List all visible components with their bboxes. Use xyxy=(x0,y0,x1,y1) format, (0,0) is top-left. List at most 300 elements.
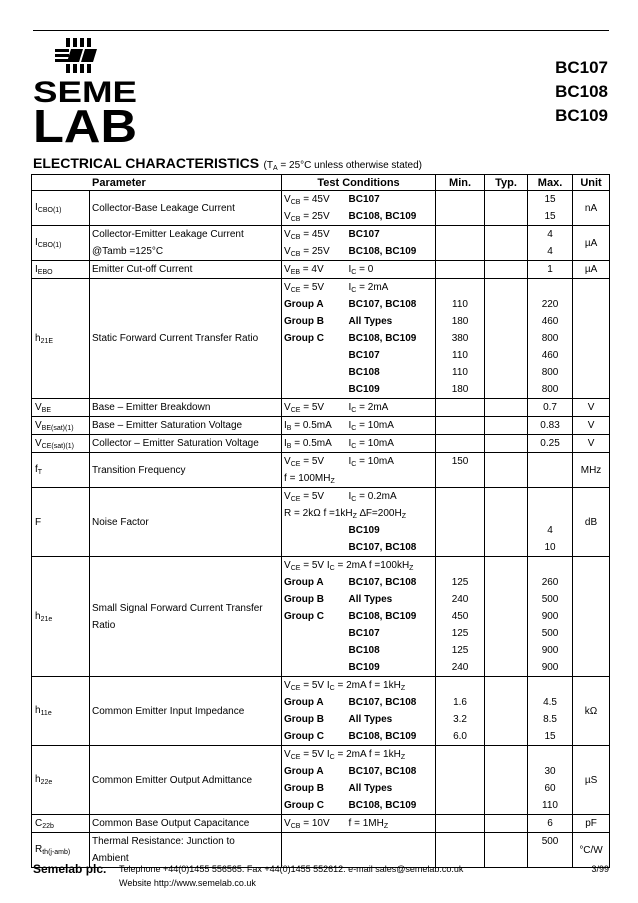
condition-line: $V_{CE} = 5V$ xyxy=(284,402,325,414)
cell-line xyxy=(438,763,482,780)
cell-line xyxy=(487,191,525,208)
cell-line: 8.5 xyxy=(543,714,557,725)
condition-line: BC107 xyxy=(348,229,380,240)
condition-line: $f = 1MH_Z$ xyxy=(348,818,389,830)
cell-line xyxy=(438,505,482,522)
cell-line: 15 xyxy=(544,211,556,222)
condition-line: $V_{CB} = 25V$ xyxy=(284,211,330,223)
symbol-cell: $V_{CE(sat)(1)}$ xyxy=(32,435,90,453)
condition-line: $V_{CE} = 5V$ xyxy=(284,456,325,468)
parameter-cell xyxy=(90,746,282,815)
cell-line xyxy=(487,364,525,381)
condition-line: $I_C = 0$ xyxy=(348,264,374,276)
cell-line: 110 xyxy=(452,367,468,378)
parameter-line: Common Emitter Output Admittance xyxy=(92,774,253,786)
cell-line xyxy=(487,347,525,364)
condition-line xyxy=(284,833,345,850)
condition-line: BC108, BC109 xyxy=(348,611,417,622)
cell-line xyxy=(438,470,482,487)
min-cell xyxy=(436,399,485,417)
header-test-conditions: Test Conditions xyxy=(282,175,436,191)
cell-line: 15 xyxy=(544,194,556,205)
section-heading xyxy=(33,155,422,173)
condition-cell-2 xyxy=(347,191,436,226)
unit-cell: kΩ xyxy=(573,677,610,746)
condition-line: BC107 xyxy=(348,194,380,205)
cell-line xyxy=(487,815,525,832)
max-cell xyxy=(528,399,573,417)
cell-line xyxy=(487,797,525,814)
condition-cell xyxy=(282,435,347,453)
cell-line xyxy=(487,850,525,867)
unit-cell: °C/W xyxy=(573,833,610,868)
cell-line: 6 xyxy=(547,818,553,829)
cell-line: 260 xyxy=(541,577,559,588)
unit-cell: V xyxy=(573,417,610,435)
condition-cell-2 xyxy=(347,488,436,557)
parameter-line: Small Signal Forward Current Transfer xyxy=(92,602,263,614)
part-number: BC108 xyxy=(555,82,608,101)
cell-line: 380 xyxy=(451,333,469,344)
parameter-cell xyxy=(90,261,282,279)
condition-line: Group C xyxy=(284,611,325,622)
top-rule xyxy=(33,30,609,31)
unit-cell: µS xyxy=(573,746,610,815)
condition-line: BC108, BC109 xyxy=(348,731,417,742)
condition-line xyxy=(284,522,345,539)
min-cell xyxy=(436,557,485,677)
condition-cell xyxy=(282,226,347,261)
symbol-cell: $h_{21E}$ xyxy=(32,279,90,399)
condition-line: $I_C = 2mA$ xyxy=(348,402,389,414)
condition-cell-2 xyxy=(347,453,436,488)
cell-line xyxy=(530,488,570,505)
condition-line xyxy=(284,364,345,381)
cell-line xyxy=(530,557,570,574)
max-cell xyxy=(528,417,573,435)
cell-line: 240 xyxy=(451,662,469,673)
cell-line xyxy=(487,488,525,505)
cell-line xyxy=(438,226,482,243)
min-cell xyxy=(436,435,485,453)
typ-cell xyxy=(485,261,528,279)
typ-cell xyxy=(485,746,528,815)
table-row xyxy=(32,399,610,417)
condition-cell xyxy=(282,815,347,833)
cell-line: 800 xyxy=(541,333,559,344)
parameter-line: Emitter Cut-off Current xyxy=(92,264,193,275)
parameter-line: Noise Factor xyxy=(92,516,149,528)
condition-line: BC107, BC108 xyxy=(348,542,417,553)
table-row xyxy=(32,453,610,488)
cell-line xyxy=(487,417,525,434)
parameter-cell xyxy=(90,417,282,435)
condition-line: $V_{CE} = 5V$ $I_C = 2mA$ $f =100kH_Z$ xyxy=(284,560,414,572)
cell-line xyxy=(438,488,482,505)
cell-line xyxy=(438,815,482,832)
condition-line: BC107, BC108 xyxy=(348,697,417,708)
typ-cell xyxy=(485,677,528,746)
footer-page-number: 3/99 xyxy=(591,864,609,874)
condition-line: BC108 xyxy=(348,645,380,656)
max-cell xyxy=(528,191,573,226)
cell-line xyxy=(438,243,482,260)
typ-cell xyxy=(485,417,528,435)
unit-cell: V xyxy=(573,435,610,453)
condition-line: BC107, BC108 xyxy=(348,766,417,777)
cell-line: 125 xyxy=(451,577,469,588)
cell-line xyxy=(438,557,482,574)
header-unit: Unit xyxy=(573,175,610,191)
symbol-cell: $f_T$ xyxy=(32,453,90,488)
cell-line: 110 xyxy=(452,299,468,310)
table-row xyxy=(32,815,610,833)
table-row xyxy=(32,279,610,399)
table-header-row xyxy=(32,175,610,191)
cell-line: 220 xyxy=(541,299,559,310)
cell-line: 125 xyxy=(451,628,469,639)
max-cell xyxy=(528,435,573,453)
cell-line: 800 xyxy=(541,367,559,378)
parameter-line: Collector – Emitter Saturation Voltage xyxy=(92,438,259,449)
section-conditions: ($T_A = 25^\circ C$ unless otherwise stated) xyxy=(263,160,423,172)
condition-cell-2 xyxy=(347,833,436,868)
cell-line xyxy=(438,677,482,694)
condition-cell-2 xyxy=(347,261,436,279)
table-row xyxy=(32,746,610,815)
condition-line: R = 2kΩ $f =1kH_Z$ $\Delta F=200H_Z$ xyxy=(284,508,406,520)
condition-line: Group A xyxy=(284,697,324,708)
parameter-line: @Tamb =125°C xyxy=(92,246,164,257)
cell-line xyxy=(487,694,525,711)
cell-line xyxy=(487,243,525,260)
cell-line xyxy=(487,642,525,659)
logo-text-lab: LAB xyxy=(33,100,137,144)
condition-cell-2 xyxy=(347,417,436,435)
condition-cell-2 xyxy=(347,226,436,261)
cell-line xyxy=(487,330,525,347)
condition-line: BC107 xyxy=(348,350,380,361)
table-row xyxy=(32,557,610,677)
condition-line xyxy=(284,642,345,659)
table-row xyxy=(32,677,610,746)
cell-line xyxy=(438,279,482,296)
condition-line xyxy=(284,381,345,398)
symbol-cell: $h_{11e}$ xyxy=(32,677,90,746)
cell-line xyxy=(487,763,525,780)
min-cell xyxy=(436,279,485,399)
cell-line xyxy=(487,279,525,296)
unit-cell: pF xyxy=(573,815,610,833)
parameter-cell xyxy=(90,833,282,868)
cell-line xyxy=(438,833,482,850)
min-cell xyxy=(436,677,485,746)
part-number: BC107 xyxy=(555,58,608,77)
cell-line xyxy=(487,625,525,642)
max-cell xyxy=(528,815,573,833)
cell-line xyxy=(487,522,525,539)
condition-line xyxy=(349,833,434,850)
parameter-line: Thermal Resistance: Junction to xyxy=(92,836,235,847)
condition-line: $f = 100MH_Z$ xyxy=(284,473,335,485)
cell-line: 500 xyxy=(541,594,559,605)
typ-cell xyxy=(485,435,528,453)
cell-line xyxy=(487,711,525,728)
cell-line xyxy=(438,417,482,434)
parameter-cell xyxy=(90,399,282,417)
parameter-line: Ratio xyxy=(92,619,116,631)
condition-cell-2 xyxy=(347,399,436,417)
cell-line xyxy=(438,746,482,763)
condition-line: Group B xyxy=(284,316,325,327)
condition-line: Group B xyxy=(284,594,325,605)
condition-line: All Types xyxy=(348,594,393,605)
condition-line xyxy=(284,539,345,556)
cell-line: 1 xyxy=(547,264,553,275)
condition-line: $V_{CE} = 5V$ xyxy=(284,491,325,503)
symbol-cell: $C_{22b}$ xyxy=(32,815,90,833)
symbol-cell: $R_{th(j-amb)}$ xyxy=(32,833,90,868)
condition-line: $I_C = 2mA$ xyxy=(348,282,389,294)
condition-line xyxy=(349,470,434,487)
cell-line: 900 xyxy=(541,662,559,673)
cell-line xyxy=(487,608,525,625)
parameter-line: Base – Emitter Breakdown xyxy=(92,402,211,413)
condition-cell xyxy=(282,279,347,399)
condition-line: Group B xyxy=(284,714,325,725)
condition-line: Group C xyxy=(284,333,325,344)
parameter-line: Collector-Emitter Leakage Current xyxy=(92,229,244,240)
cell-line xyxy=(487,435,525,452)
typ-cell xyxy=(485,488,528,557)
symbol-cell: $V_{BE}$ xyxy=(32,399,90,417)
max-cell xyxy=(528,453,573,488)
max-cell xyxy=(528,677,573,746)
header-typ: Typ. xyxy=(485,175,528,191)
parameter-cell xyxy=(90,557,282,677)
section-title: ELECTRICAL CHARACTERISTICS xyxy=(33,155,260,171)
min-cell xyxy=(436,261,485,279)
cell-line xyxy=(530,677,570,694)
condition-line: $I_C = 10mA$ xyxy=(348,438,394,450)
condition-line: Group A xyxy=(284,766,324,777)
cell-line: 4.5 xyxy=(543,697,557,708)
symbol-cell: $I_{CBO(1)}$ xyxy=(32,191,90,226)
max-cell xyxy=(528,488,573,557)
cell-line xyxy=(487,505,525,522)
cell-line xyxy=(530,279,570,296)
condition-cell xyxy=(282,417,347,435)
cell-line: 500 xyxy=(541,628,559,639)
condition-line xyxy=(284,625,345,642)
table-row xyxy=(32,191,610,226)
condition-line: BC109 xyxy=(348,662,380,673)
condition-line: $I_B = 0.5mA$ xyxy=(284,420,332,432)
condition-line: $V_{CE} = 5V$ xyxy=(284,282,325,294)
header-min: Min. xyxy=(436,175,485,191)
cell-line: 125 xyxy=(451,645,469,656)
semelab-logo xyxy=(33,38,143,144)
table-row xyxy=(32,833,610,868)
cell-line xyxy=(438,539,482,556)
condition-line: All Types xyxy=(348,316,393,327)
condition-line: $V_{CE} = 5V$ $I_C = 2mA$ $f = 1kH_Z$ xyxy=(284,680,406,692)
header-parameter: Parameter xyxy=(32,175,282,191)
cell-line xyxy=(487,453,525,470)
cell-line: 110 xyxy=(542,800,558,811)
typ-cell xyxy=(485,833,528,868)
condition-line: $V_{CB} = 25V$ xyxy=(284,246,330,258)
condition-line xyxy=(284,347,345,364)
condition-line: $I_C = 10mA$ xyxy=(348,456,394,468)
parameter-line: Common Emitter Input Impedance xyxy=(92,705,245,717)
symbol-cell: F xyxy=(32,488,90,557)
condition-line: $V_{CB} = 10V$ xyxy=(284,818,330,830)
cell-line xyxy=(487,296,525,313)
condition-line: BC108, BC109 xyxy=(348,333,417,344)
condition-line: BC108, BC109 xyxy=(348,246,417,257)
parameter-cell xyxy=(90,191,282,226)
cell-line xyxy=(487,557,525,574)
condition-line: BC109 xyxy=(348,384,380,395)
logo-text-seme: SEME xyxy=(33,76,137,109)
condition-line xyxy=(284,659,345,676)
parameter-cell xyxy=(90,279,282,399)
parameter-line: Transition Frequency xyxy=(92,464,186,476)
parameter-line: Collector-Base Leakage Current xyxy=(92,202,235,214)
cell-line xyxy=(530,453,570,470)
condition-cell-2 xyxy=(347,279,436,399)
max-cell xyxy=(528,746,573,815)
condition-cell xyxy=(282,261,347,279)
cell-line xyxy=(438,261,482,278)
cell-line xyxy=(487,591,525,608)
condition-line: Group C xyxy=(284,731,325,742)
cell-line xyxy=(487,261,525,278)
cell-line: 1.6 xyxy=(453,697,467,708)
parameter-cell xyxy=(90,488,282,557)
cell-line: 60 xyxy=(544,783,556,794)
footer-website: Website http://www.semelab.co.uk xyxy=(119,878,256,888)
condition-cell xyxy=(282,191,347,226)
unit-cell: µA xyxy=(573,261,610,279)
typ-cell xyxy=(485,453,528,488)
typ-cell xyxy=(485,557,528,677)
min-cell xyxy=(436,488,485,557)
unit-cell: MHz xyxy=(573,453,610,488)
cell-line xyxy=(438,780,482,797)
cell-line xyxy=(438,399,482,416)
unit-cell: nA xyxy=(573,191,610,226)
part-numbers xyxy=(555,56,608,128)
part-number: BC109 xyxy=(555,106,608,125)
max-cell xyxy=(528,261,573,279)
table-row xyxy=(32,417,610,435)
table-row xyxy=(32,226,610,261)
cell-line: 450 xyxy=(451,611,469,622)
min-cell xyxy=(436,226,485,261)
cell-line: 500 xyxy=(541,836,559,847)
condition-cell-2 xyxy=(347,557,436,677)
condition-line: BC107 xyxy=(348,628,380,639)
typ-cell xyxy=(485,191,528,226)
cell-line xyxy=(487,313,525,330)
condition-line: Group A xyxy=(284,577,324,588)
cell-line: 30 xyxy=(544,766,556,777)
cell-line: 3.2 xyxy=(453,714,467,725)
cell-line xyxy=(438,208,482,225)
condition-cell xyxy=(282,833,347,868)
condition-line: All Types xyxy=(348,714,393,725)
cell-line xyxy=(530,746,570,763)
footer-company: Semelab plc. xyxy=(33,862,107,876)
condition-line: All Types xyxy=(348,783,393,794)
condition-line: $I_B = 0.5mA$ xyxy=(284,438,332,450)
cell-line: 0.7 xyxy=(543,402,557,413)
cell-line xyxy=(487,677,525,694)
condition-line: Group A xyxy=(284,299,324,310)
condition-line: $V_{CE} = 5V$ $I_C = 2mA$ $f = 1kH_Z$ xyxy=(284,749,406,761)
cell-line xyxy=(487,208,525,225)
cell-line: 4 xyxy=(547,229,553,240)
cell-line: 15 xyxy=(544,731,556,742)
table-row xyxy=(32,435,610,453)
cell-line xyxy=(530,505,570,522)
parameter-line: Base – Emitter Saturation Voltage xyxy=(92,420,243,431)
cell-line: 900 xyxy=(541,611,559,622)
cell-line: 110 xyxy=(452,350,468,361)
typ-cell xyxy=(485,399,528,417)
cell-line: 0.25 xyxy=(540,438,560,449)
condition-line: Group C xyxy=(284,800,325,811)
unit-cell xyxy=(573,279,610,399)
cell-line xyxy=(438,191,482,208)
min-cell xyxy=(436,417,485,435)
cell-line: 180 xyxy=(451,316,469,327)
typ-cell xyxy=(485,279,528,399)
unit-cell: V xyxy=(573,399,610,417)
condition-line: BC108 xyxy=(348,367,380,378)
condition-line: $V_{CB} = 45V$ xyxy=(284,194,330,206)
condition-cell xyxy=(282,453,347,488)
condition-line: BC108, BC109 xyxy=(348,211,417,222)
cell-line xyxy=(438,435,482,452)
cell-line xyxy=(487,728,525,745)
characteristics-table xyxy=(31,174,610,868)
table-row xyxy=(32,488,610,557)
condition-line: BC108, BC109 xyxy=(348,800,417,811)
min-cell xyxy=(436,833,485,868)
cell-line: 900 xyxy=(541,645,559,656)
header-max: Max. xyxy=(528,175,573,191)
cell-line: 4 xyxy=(547,525,553,536)
cell-line: 180 xyxy=(451,384,469,395)
cell-line: 240 xyxy=(451,594,469,605)
cell-line: 460 xyxy=(541,350,559,361)
parameter-cell xyxy=(90,677,282,746)
cell-line xyxy=(487,470,525,487)
cell-line: 150 xyxy=(451,456,469,467)
symbol-cell: $V_{BE(sat)(1)}$ xyxy=(32,417,90,435)
cell-line xyxy=(487,659,525,676)
typ-cell xyxy=(485,815,528,833)
condition-line: $V_{EB} = 4V$ xyxy=(284,264,324,276)
condition-line: $I_C = 10mA$ xyxy=(348,420,394,432)
table-row xyxy=(32,261,610,279)
symbol-cell: $I_{EBO}$ xyxy=(32,261,90,279)
condition-line: Group B xyxy=(284,783,325,794)
footer-contact: Telephone +44(0)1455 556565. Fax +44(0)1455 552612. e-mail sales@semelab.co.uk xyxy=(119,864,464,874)
